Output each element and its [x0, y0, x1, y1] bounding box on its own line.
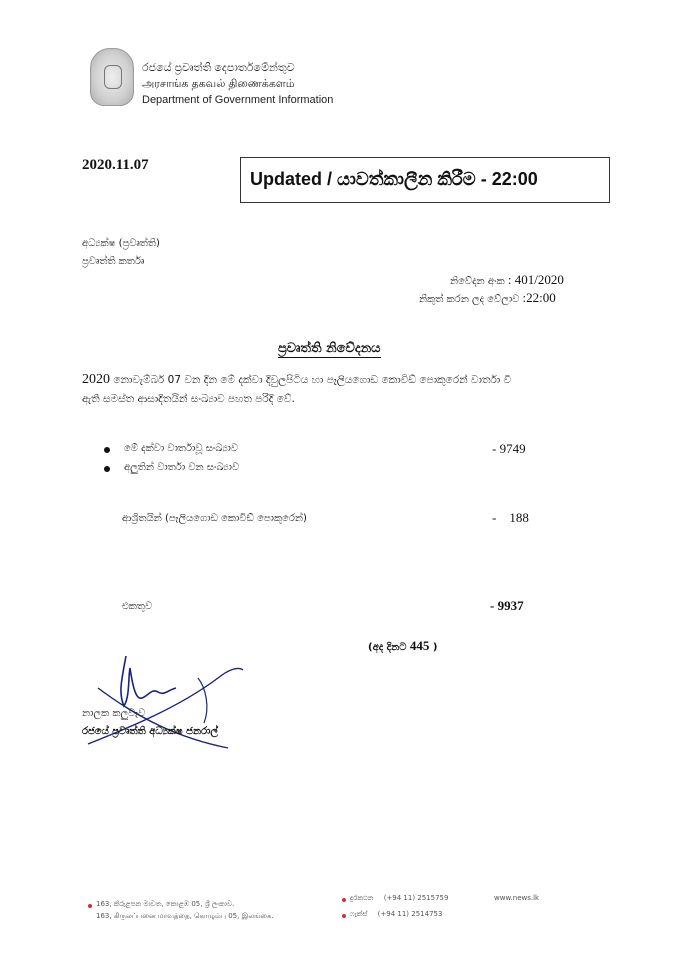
document-date: 2020.11.07 [82, 157, 149, 173]
item-reported-label: මේ දක්වා වාර්තාවූ සංඛ්‍යාව [124, 443, 239, 454]
today-suffix: ) [429, 642, 438, 653]
intro-line-2: ඇති සමස්ත ආසාදිතයින් සංඛ්‍යාව පහත පරිදි වේ. [82, 393, 295, 405]
issue-time-label: නිකුත් කරන ලද වේලාව [419, 294, 520, 305]
today-prefix: (අද දිනට [368, 642, 410, 653]
intro-year: 2020 [82, 372, 110, 387]
item-new-label: අලුතින් වාර්තා වන සංඛ්‍යාව [124, 462, 240, 473]
header-sinhala: රජයේ ප්‍රවෘත්ති දෙපාර්තමේන්තුව [142, 62, 295, 74]
update-box: Updated / යාවත්කාලීන කිරීම - 22:00 [240, 157, 610, 203]
issue-time [419, 290, 556, 306]
header-tamil: அரசாங்க தகவல் திணைக்களம் [142, 78, 295, 90]
header-english: Department of Government Information [142, 94, 334, 106]
phone-bullet-icon [342, 898, 346, 902]
total-value: - 9937 [490, 598, 524, 613]
footer-phone [350, 894, 448, 903]
recipient-line-2: ප්‍රවෘත්ති කර්තෘ [82, 256, 145, 267]
footer-fax-label: ෆැක්ස් [350, 910, 368, 918]
footer-address-tamil: 163, கிருலப்பனை மாவத்தை, கொழும்பு 05, இலங்கை. [96, 912, 274, 920]
footer-website: www.news.lk [494, 894, 540, 902]
total-label: එකතුව [122, 601, 153, 612]
government-emblem-icon [90, 48, 134, 106]
address-bullet-icon [88, 904, 92, 908]
today-count [368, 638, 437, 654]
reference-number-value: : 401/2020 [507, 272, 564, 287]
dependents-value: - 188 [492, 510, 529, 525]
notice-title: ප්‍රවෘත්ති නිවේදනය [278, 341, 381, 356]
footer-phone-number: (+94 11) 2515759 [383, 894, 449, 902]
recipient-line-1: අධ්‍යක්ෂ (ප්‍රවෘත්ති) [82, 238, 160, 249]
reference-number-label: නිවේදන අංක [450, 276, 505, 287]
issue-time-value: :22:00 [522, 290, 556, 305]
footer-phone-label: දුරකථන [350, 894, 374, 902]
reference-number [450, 272, 564, 288]
signature-icon [78, 648, 248, 758]
intro-line-1-text: නොවැම්බර් 07 වන දින මේ දක්වා දිවුලපිටිය හා පෑලියගොඩ කොවිඩ් පොකුරෙන් වාර්තා වී [110, 374, 512, 386]
item-reported-value: - 9749 [492, 441, 526, 456]
signatory-title: රජයේ ප්‍රවෘත්ති අධ්‍යක්ෂ ජනරාල් [82, 726, 219, 737]
fax-bullet-icon [342, 914, 346, 918]
today-value: 445 [409, 638, 430, 653]
dependents-label: ආශ්‍රිතයින් (පෑලියගොඩ කොවිඩ් පොකුරෙන්) [122, 513, 307, 524]
footer-address-sinhala: 163, කිරුළපන මාවත, කොළඹ 05, ශ්‍රී ලංකාව. [96, 900, 235, 908]
bullet-icon [104, 447, 110, 453]
footer-fax [350, 910, 442, 919]
footer-fax-number: (+94 11) 2514753 [377, 910, 443, 918]
bullet-icon [104, 466, 110, 472]
signatory-name: නාලක කලුවැව [82, 708, 146, 719]
